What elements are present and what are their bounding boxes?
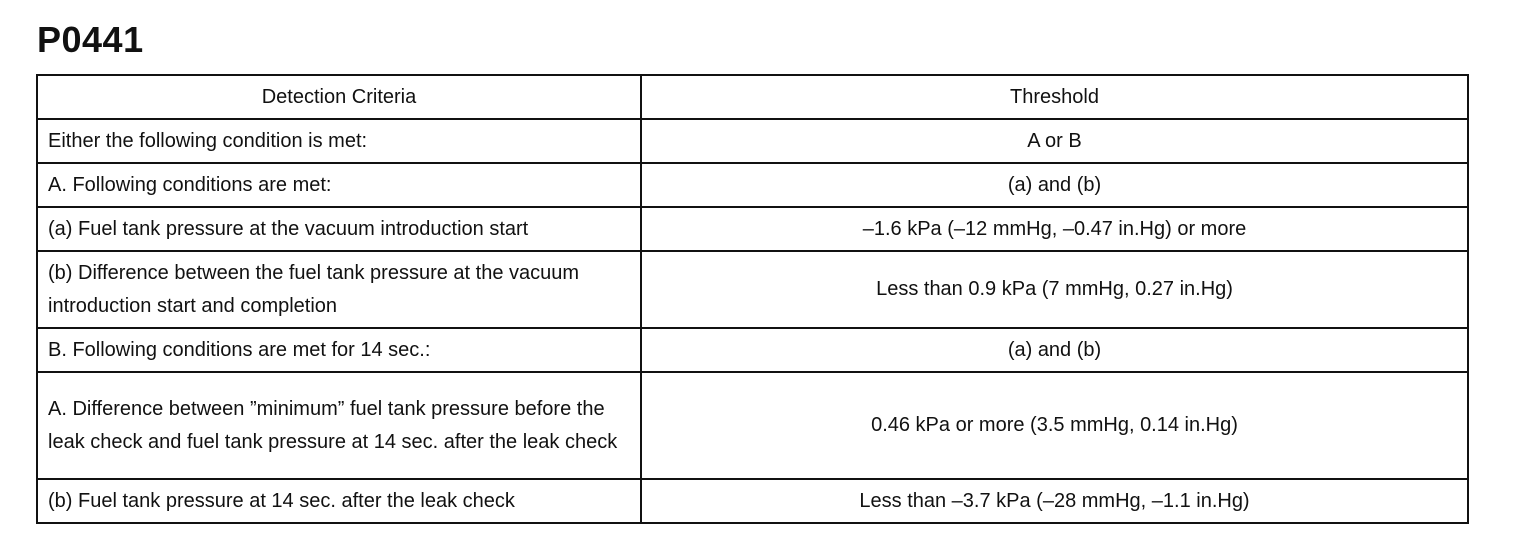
criteria-cell: (b) Difference between the fuel tank pressure at the vacuum introduction start and completion [37,251,641,328]
criteria-cell: A. Difference between ”minimum” fuel tank pressure before the leak check and fuel tank pressure at 14 sec. after the leak check [37,372,641,479]
table-row [37,207,1468,251]
column-header-threshold: Threshold [641,75,1468,119]
detection-criteria-table [36,74,1469,524]
page-title: P0441 [37,19,144,60]
threshold-cell: Less than 0.9 kPa (7 mmHg, 0.27 in.Hg) [641,251,1468,328]
table-row [37,119,1468,163]
table-row [37,163,1468,207]
criteria-cell: B. Following conditions are met for 14 sec.: [37,328,641,372]
threshold-cell: –1.6 kPa (–12 mmHg, –0.47 in.Hg) or more [641,207,1468,251]
table-row [37,372,1468,479]
threshold-cell: (a) and (b) [641,328,1468,372]
table-header-row [37,75,1468,119]
criteria-cell: A. Following conditions are met: [37,163,641,207]
table-row [37,328,1468,372]
column-header-criteria: Detection Criteria [37,75,641,119]
table-row [37,479,1468,523]
threshold-cell: Less than –3.7 kPa (–28 mmHg, –1.1 in.Hg) [641,479,1468,523]
threshold-cell: 0.46 kPa or more (3.5 mmHg, 0.14 in.Hg) [641,372,1468,479]
criteria-cell: (a) Fuel tank pressure at the vacuum introduction start [37,207,641,251]
threshold-cell: (a) and (b) [641,163,1468,207]
criteria-cell: Either the following condition is met: [37,119,641,163]
criteria-cell: (b) Fuel tank pressure at 14 sec. after the leak check [37,479,641,523]
table-row [37,251,1468,328]
threshold-cell: A or B [641,119,1468,163]
